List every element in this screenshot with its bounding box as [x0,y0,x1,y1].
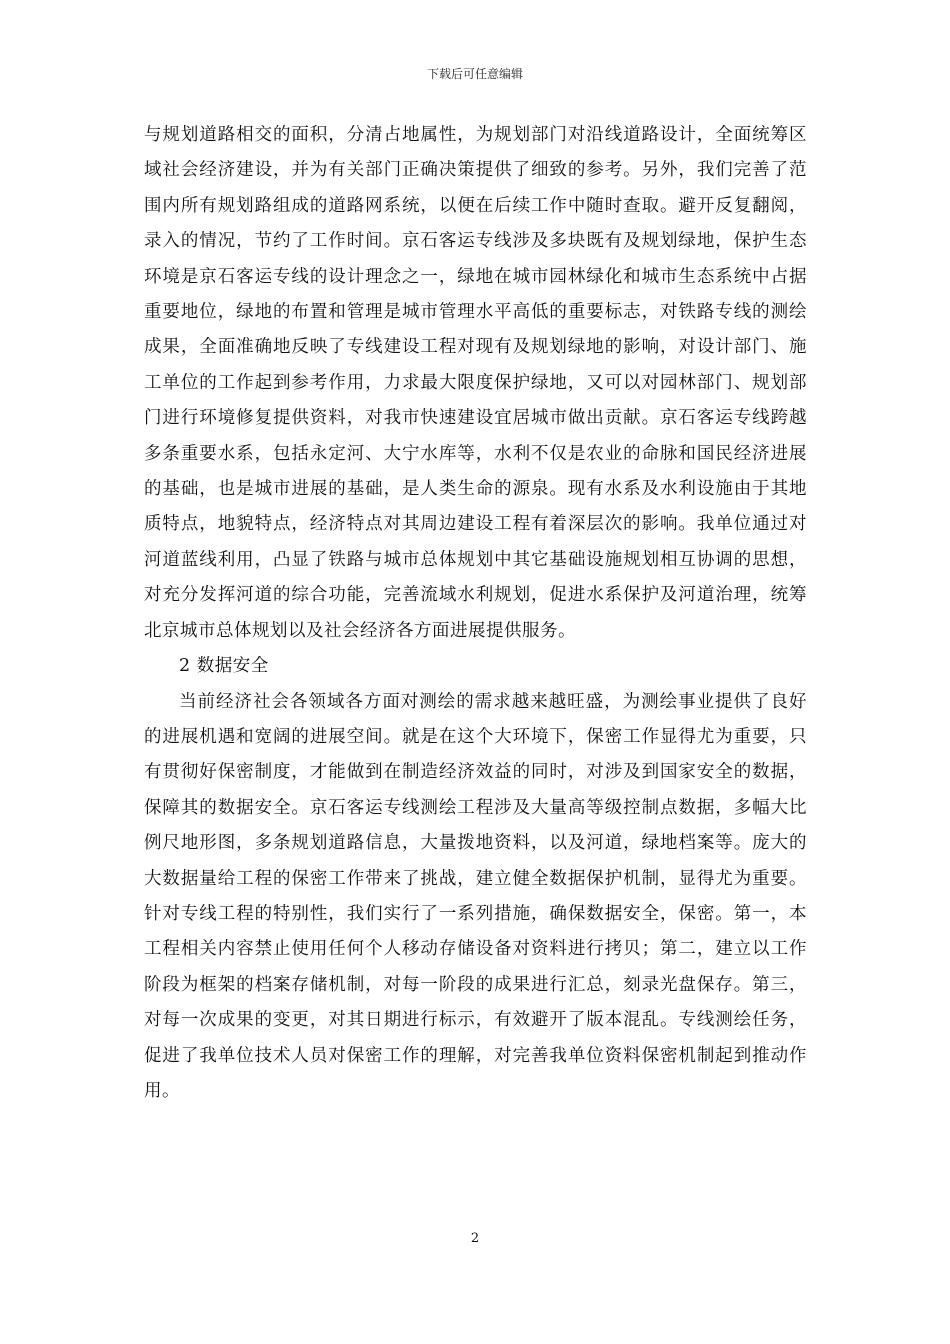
body-paragraph-continued: 与规划道路相交的面积，分清占地属性，为规划部门对沿线道路设计，全面统筹区域社会经济建设，并为有关部门正确决策提供了细致的参考。另外，我们完善了范围内所有规划路组成的道路网系统，以便在后续工作中随时查取。避开反复翻阅，录入的情况，节约了工作时间。京石客运专线涉及多块既有及规划绿地，保护生态环境是京石客运专线的设计理念之一，绿地在城市园林绿化和城市生态系统中占据重要地位，绿地的布置和管理是城市管理水平高低的重要标志，对铁路专线的测绘成果，全面准确地反映了专线建设工程对现有及规划绿地的影响，对设计部门、施工单位的工作起到参考作用，力求最大限度保护绿地，又可以对园林部门、规划部门进行环境修复提供资料，对我市快速建设宜居城市做出贡献。京石客运专线跨越多条重要水系，包括永定河、大宁水库等，水利不仅是农业的命脉和国民经济进展的基础，也是城市进展的基础，是人类生命的源泉。现有水系及水利设施由于其地质特点，地貌特点，经济特点对其周边建设工程有着深层次的影响。我单位通过对河道蓝线利用，凸显了铁路与城市总体规划中其它基础设施规划相互协调的思想，对充分发挥河道的综合功能，完善流域水利规划，促进水系保护及河道治理，统筹北京城市总体规划以及社会经济各方面进展提供服务。 [144,125,807,641]
page-header: 下载后可任意编辑 [426,67,523,81]
section-heading: 2 数据安全 [179,656,269,677]
document-body [144,118,807,1109]
body-paragraph-data-security: 当前经济社会各领域各方面对测绘的需求越来越旺盛，为测绘事业提供了良好的进展机遇和宽阔的进展空间。就是在这个大环境下，保密工作显得尤为重要，只有贯彻好保密制度，才能做到在制造经济效益的同时，对涉及到国家安全的数据，保障其的数据安全。京石客运专线测绘工程涉及大量高等级控制点数据，多幅大比例尺地形图，多条规划道路信息，大量拨地资料，以及河道，绿地档案等。庞大的大数据量给工程的保密工作带来了挑战，建立健全数据保护机制，显得尤为重要。针对专线工程的特别性，我们实行了一系列措施，确保数据安全，保密。第一，本工程相关内容禁止使用任何个人移动存储设备对资料进行拷贝；第二，建立以工作阶段为框架的档案存储机制，对每一阶段的成果进行汇总，刻录光盘保存。第三，对每一次成果的变更，对其日期进行标示，有效避开了版本混乱。专线测绘任务，促进了我单位技术人员对保密工作的理解，对完善我单位资料保密机制起到推动作用。 [144,691,807,1101]
page-number: 2 [470,1231,480,1246]
